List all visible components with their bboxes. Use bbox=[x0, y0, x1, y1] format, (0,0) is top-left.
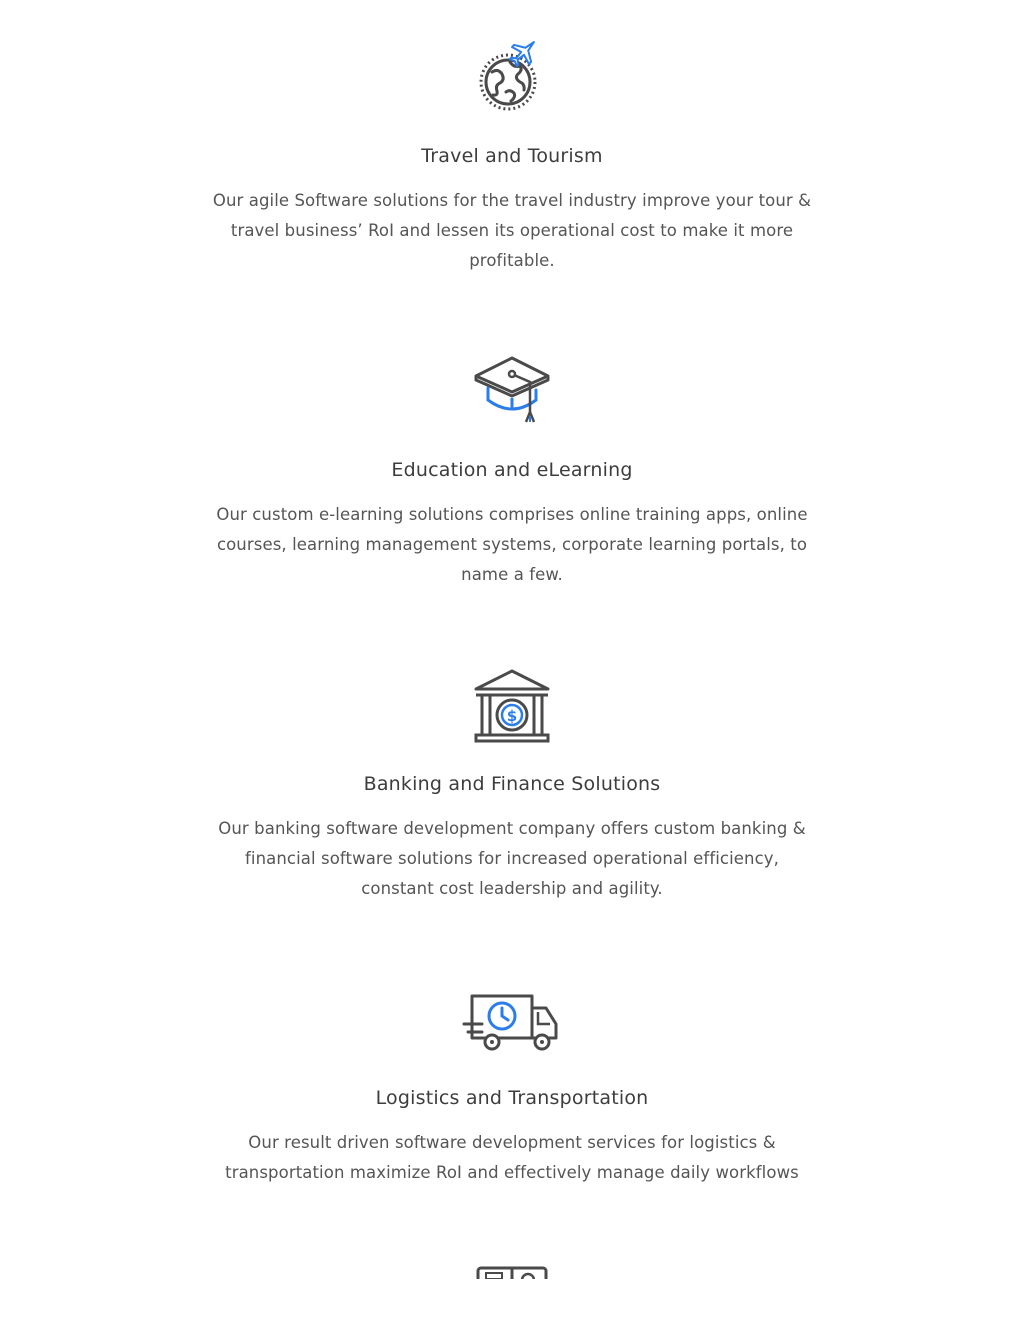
industry-description-banking: Our banking software development company offers custom banking & financial software solutions for increased operational efficiency, constant cost leadership and agility. bbox=[218, 819, 806, 898]
storefront-icon bbox=[462, 1262, 562, 1279]
industry-title-logistics: Logistics and Transportation bbox=[375, 1087, 649, 1109]
industry-title-education: Education and eLearning bbox=[391, 459, 633, 481]
bank-dollar-icon bbox=[462, 660, 562, 750]
industry-description-travel: Our agile Software solutions for the travel industry improve your tour & travel business’ RoI and lessen its operational cost to make it more profitable. bbox=[212, 191, 812, 270]
industry-title-banking: Banking and Finance Solutions bbox=[363, 773, 661, 795]
delivery-truck-clock-icon bbox=[462, 975, 562, 1065]
globe-plane-icon bbox=[462, 33, 562, 123]
industry-title-travel: Travel and Tourism bbox=[421, 145, 603, 167]
industry-description-logistics: Our result driven software development services for logistics & transportation maximize RoI and effectively manage daily workflows bbox=[225, 1133, 799, 1182]
graduation-cap-icon bbox=[462, 345, 562, 435]
industry-description-education: Our custom e-learning solutions comprises online training apps, online courses, learning management systems, corporate learning portals, to name a few. bbox=[216, 505, 808, 584]
svg-text:$: $ bbox=[506, 707, 518, 725]
